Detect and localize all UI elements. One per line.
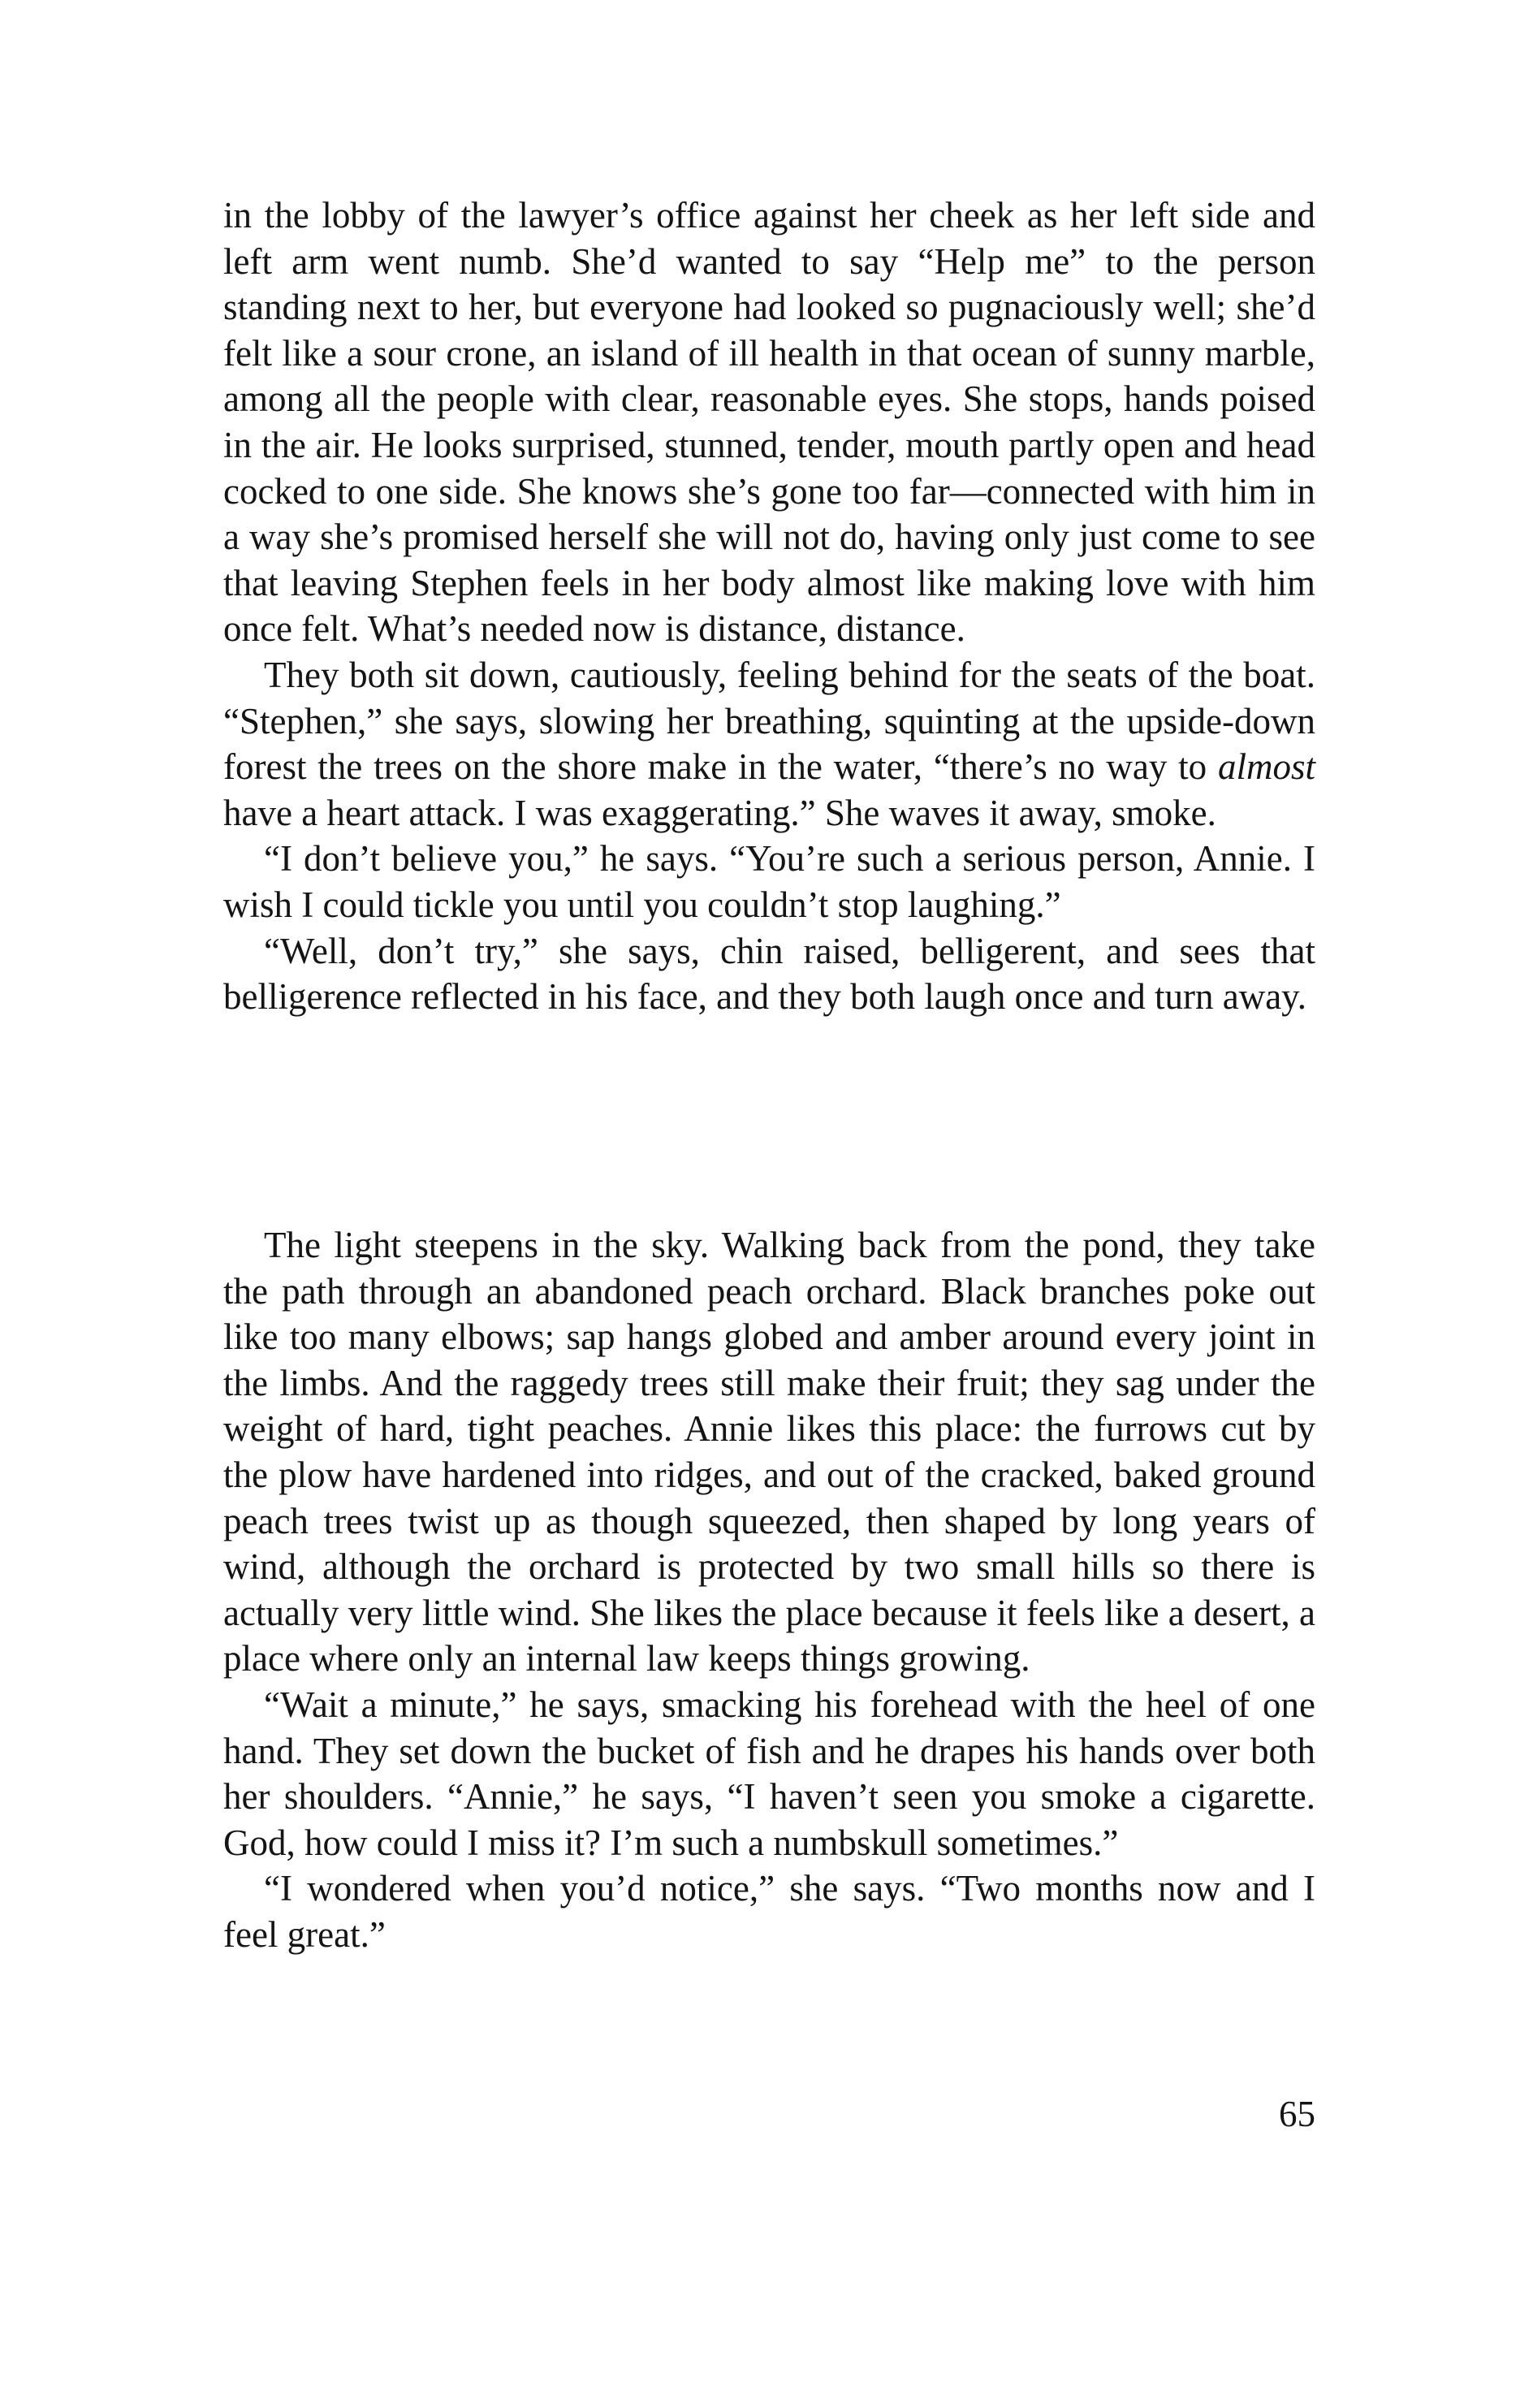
text-section-2 (223, 1222, 1315, 1958)
emphasized-word: almost (1217, 746, 1315, 788)
paragraph (223, 652, 1315, 836)
paragraph: “I wondered when you’d notice,” she says. “Two months now and I feel great.” (223, 1868, 1315, 1955)
paragraph-text: They both sit down, cautiously, feeling behind for the seats of the boat. “Stephen,” she says, slowing her breathing, squinting at the upside-down forest the trees on the shore make in the water, “there’s no way to (223, 654, 1315, 788)
paragraph: in the lobby of the lawyer’s office against her cheek as her left side and left arm went numb. She’d wanted to say “Help me” to the person standing next to her, but everyone had looked so pugnaciously well; she’d felt like a sour crone, an island of ill health in that ocean of sunny marble, among all the people with clear, reasonable eyes. She stops, hands poised in the air. He looks surprised, stunned, tender, mouth partly open and head cocked to one side. She knows she’s gone too far—connected with him in a way she’s promised herself she will not do, having only just come to see that leaving Stephen feels in her body almost like making love with him once felt. What’s needed now is distance, distance. (223, 195, 1315, 650)
paragraph: “Wait a minute,” he says, smacking his forehead with the heel of one hand. They set down the bucket of fish and he drapes his hands over both her shoulders. “Annie,” he says, “I haven’t seen you smoke a cigarette. God, how could I miss it? I’m such a numbskull sometimes.” (223, 1684, 1315, 1863)
text-section-1 (223, 192, 1315, 1020)
paragraph: The light steepens in the sky. Walking back from the pond, they take the path through an abandoned peach orchard. Black branches poke out like too many elbows; sap hangs globed and amber around every joint in the limbs. And the raggedy trees still make their fruit; they sag under the weight of hard, tight peaches. Annie likes this place: the furrows cut by the plow have hardened into ridges, and out of the cracked, baked ground peach trees twist up as though squeezed, then shaped by long years of wind, although the orchard is protected by two small hills so there is actually very little wind. She likes the place because it feels like a desert, a place where only an internal law keeps things growing. (223, 1225, 1315, 1680)
paragraph-text: have a heart attack. I was exaggerating.” She waves it away, smoke. (223, 792, 1216, 833)
paragraph: “I don’t believe you,” he says. “You’re such a serious person, Annie. I wish I could tickle you until you couldn’t stop laughing.” (223, 838, 1315, 925)
page-number: 65 (1279, 2094, 1315, 2134)
paragraph: “Well, don’t try,” she says, chin raised, belligerent, and sees that belligerence reflected in his face, and they both laugh once and turn away. (223, 930, 1315, 1018)
